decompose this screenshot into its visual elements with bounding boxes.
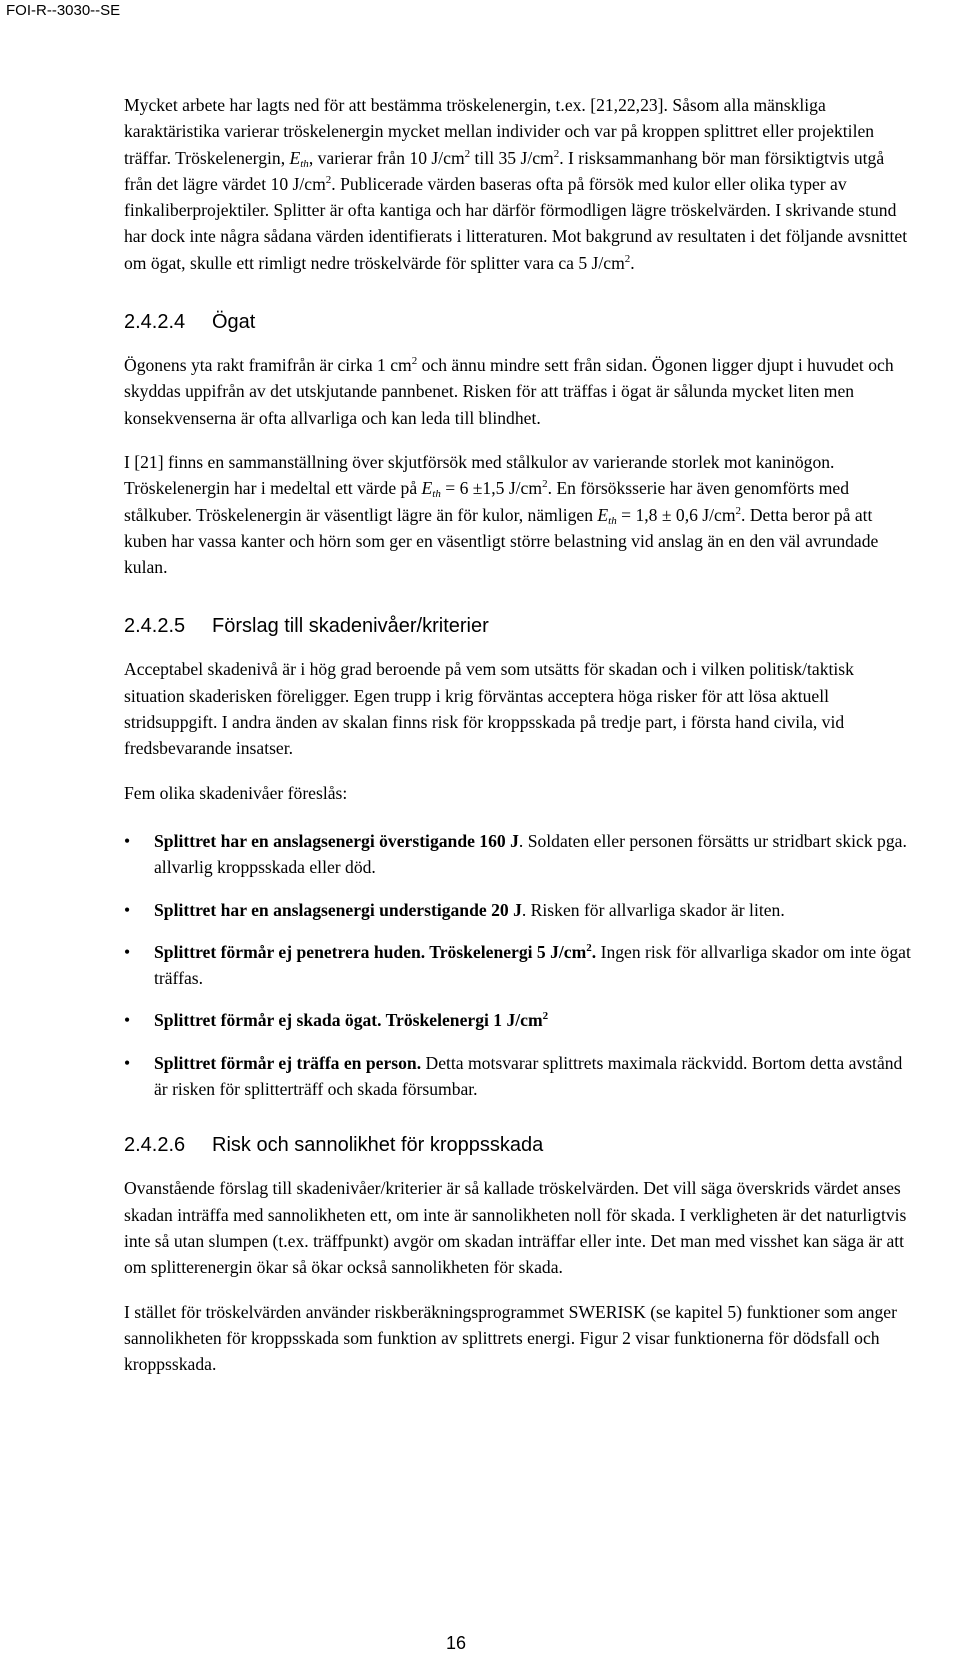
risk-paragraph-1: Ovanstående förslag till skadenivåer/kriterier är så kallade tröskelvärden. Det vill säga överskrids värdet anses skadan inträffa med sannolikheten ett, om inte är sannolikheten noll för skada. I verkligheten är det naturligtvis inte så utan slumpen (t.ex. träffpunkt) avgör om skadan inträffar eller inte. Det man med visshet kan säga är att om splitterenergin ökar så ökar också sannolikheten för skada. xyxy=(124,1178,907,1278)
list-item: • Splittret förmår ej penetrera huden. Tröskelenergi 5 $J/cm^2$. Ingen risk för allvarliga skador om inte ögat träffas. xyxy=(124,939,912,992)
bullet-icon: • xyxy=(124,899,131,920)
section-heading-forslag xyxy=(124,613,912,639)
forslag-paragraph-1: Acceptabel skadenivå är i hög grad beroende på vem som utsätts för skadan och i vilken politisk/taktisk situation skaderisken föreligger. Egen trupp i krig förväntas acceptera höga risker för att lösa aktuell stridsuppgift. I andra änden av skalan finns risk för kroppsskada på tredje part, i första hand civila, vid fredsbevarande insatser. xyxy=(124,659,854,759)
list-item: • Splittret har en anslagsenergi överstigande 160 J. Soldaten eller personen försätts ur stridbart skick pga. allvarlig kroppsskada eller död. xyxy=(124,828,912,881)
section-title: Förslag till skadenivåer/kriterier xyxy=(212,615,489,638)
section-number: 2.4.2.6 xyxy=(124,1134,186,1157)
ogat-paragraph-1: Ögonens yta rakt framifrån är cirka 1 $cm^2$ och ännu mindre sett från sidan. Ögonen ligger djupt i huvudet och skyddas uppifrån av det utskjutande pannbenet. Risken för att träffas i ögat är sålunda mycket liten men konsekvenserna är ofta allvarliga och kan leda till blindhet. xyxy=(124,355,894,428)
document-id-header: FOI-R--3030--SE xyxy=(6,2,121,19)
forslag-paragraph-2: Fem olika skadenivåer föreslås: xyxy=(124,782,348,803)
section-heading-ogat xyxy=(124,309,912,335)
intro-paragraph: Mycket arbete har lagts ned för att bestämma tröskelenergin, t.ex. [21,22,23]. Såsom alla mänskliga karaktäristika varierar tröskelenergin mycket mellan individer och var på kroppen splittret eller projektilen träffar. Tröskelenergin, $E_{th}$, varierar från 10 $J/cm^2$ till 35 $J/cm^2$. I risksammanhang bör man försiktigtvis utgå från det lägre värdet 10 $J/cm^2$. Publicerade värden baseras ofta på försök med kulor eller olika typer av finkaliberprojektiler. Splitter är ofta kantiga och har därför förmodligen lägre tröskelvärden. I skrivande stund har dock inte några sådana värden identifierats i litteraturen. Mot bakgrund av resultaten i det följande avsnittet om ögat, skulle ett rimligt nedre tröskelvärde för splitter vara ca 5 $J/cm^2$. xyxy=(124,95,908,273)
section-number: 2.4.2.5 xyxy=(124,615,186,638)
section-title: Risk och sannolikhet för kroppsskada xyxy=(212,1134,544,1157)
section-title: Ögat xyxy=(212,311,256,334)
page-body xyxy=(124,92,912,1377)
bullet-icon: • xyxy=(124,1010,131,1031)
list-item: • Splittret förmår ej skada ögat. Tröskelenergi 1 $J/cm^2$ xyxy=(124,1007,912,1033)
damage-level-list xyxy=(124,828,912,1102)
page-number: 16 xyxy=(445,1633,467,1653)
list-item: • Splittret har en anslagsenergi understigande 20 J. Risken för allvarliga skador är liten. xyxy=(124,897,912,923)
bullet-icon: • xyxy=(124,941,131,962)
list-item: • Splittret förmår ej träffa en person. Detta motsvarar splittrets maximala räckvidd. Bortom detta avstånd är risken för splitterträff och skada försumbar. xyxy=(124,1050,912,1103)
bullet-icon: • xyxy=(124,1052,131,1073)
section-number: 2.4.2.4 xyxy=(124,311,186,334)
ogat-paragraph-2: I [21] finns en sammanställning över skjutförsök med stålkulor av varierande storlek mot kaninögon. Tröskelenergin har i medeltal ett värde på $E_{th} = 6 \pm 1,5$ $J/cm^2$. En försöksserie har även genomförts med stålkuber. Tröskelenergin är väsentligt lägre än för kulor, nämligen $E_{th} = 1,8 \pm 0,6$ $J/cm^2$. Detta beror på att kuben har vassa kanter och hörn som ger en väsentligt större belastning vid anslag än en den väl avrundade kulan. xyxy=(124,451,879,578)
risk-paragraph-2: I stället för tröskelvärden använder riskberäkningsprogrammet SWERISK (se kapitel 5) funktioner som anger sannolikheten för kroppsskada som funktion av splittrets energi. Figur 2 visar funktionerna för dödsfall och kroppsskada. xyxy=(124,1301,897,1375)
section-heading-risk xyxy=(124,1132,912,1158)
bullet-icon: • xyxy=(124,830,131,851)
